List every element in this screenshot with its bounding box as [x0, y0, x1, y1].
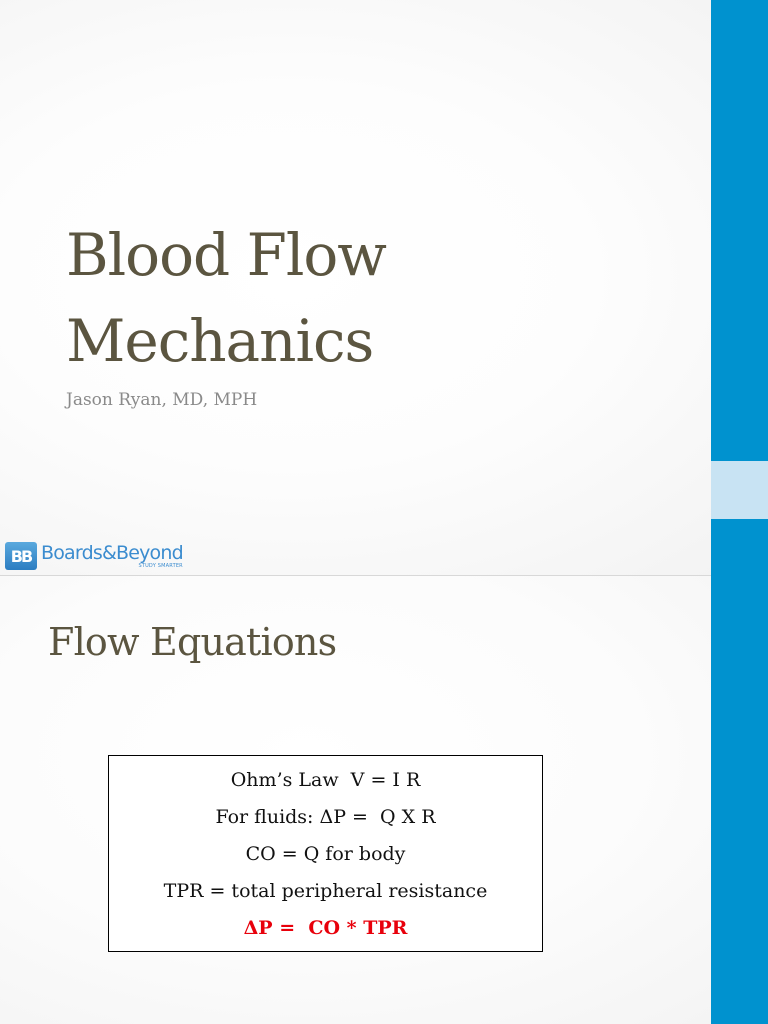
logo-tagline: STUDY SMARTER [138, 562, 183, 569]
equation-box [108, 755, 543, 952]
logo-name: Boards&Beyond [41, 541, 183, 564]
accent-bar-bottom [711, 519, 768, 1024]
equation-line: Ohm’s Law V = I R [230, 769, 421, 791]
equation-line: CO = Q for body [245, 843, 406, 865]
slide-title [66, 212, 386, 384]
boards-and-beyond-logo [5, 541, 183, 571]
slide-title-line-2: Mechanics [66, 307, 374, 375]
slide-title-line-1: Blood Flow [66, 221, 386, 289]
equation-line: For fluids: ΔP = Q X R [215, 806, 436, 828]
accent-bar-separator [711, 461, 768, 519]
highlight-equation: ΔP = CO * TPR [243, 917, 408, 939]
logo-mark-icon: BB [5, 542, 37, 570]
author-name: Jason Ryan, MD, MPH [66, 390, 258, 410]
equation-line: TPR = total peripheral resistance [163, 880, 488, 902]
section-title: Flow Equations [48, 620, 337, 664]
logo-text [41, 541, 183, 569]
accent-bar-top [711, 0, 768, 461]
